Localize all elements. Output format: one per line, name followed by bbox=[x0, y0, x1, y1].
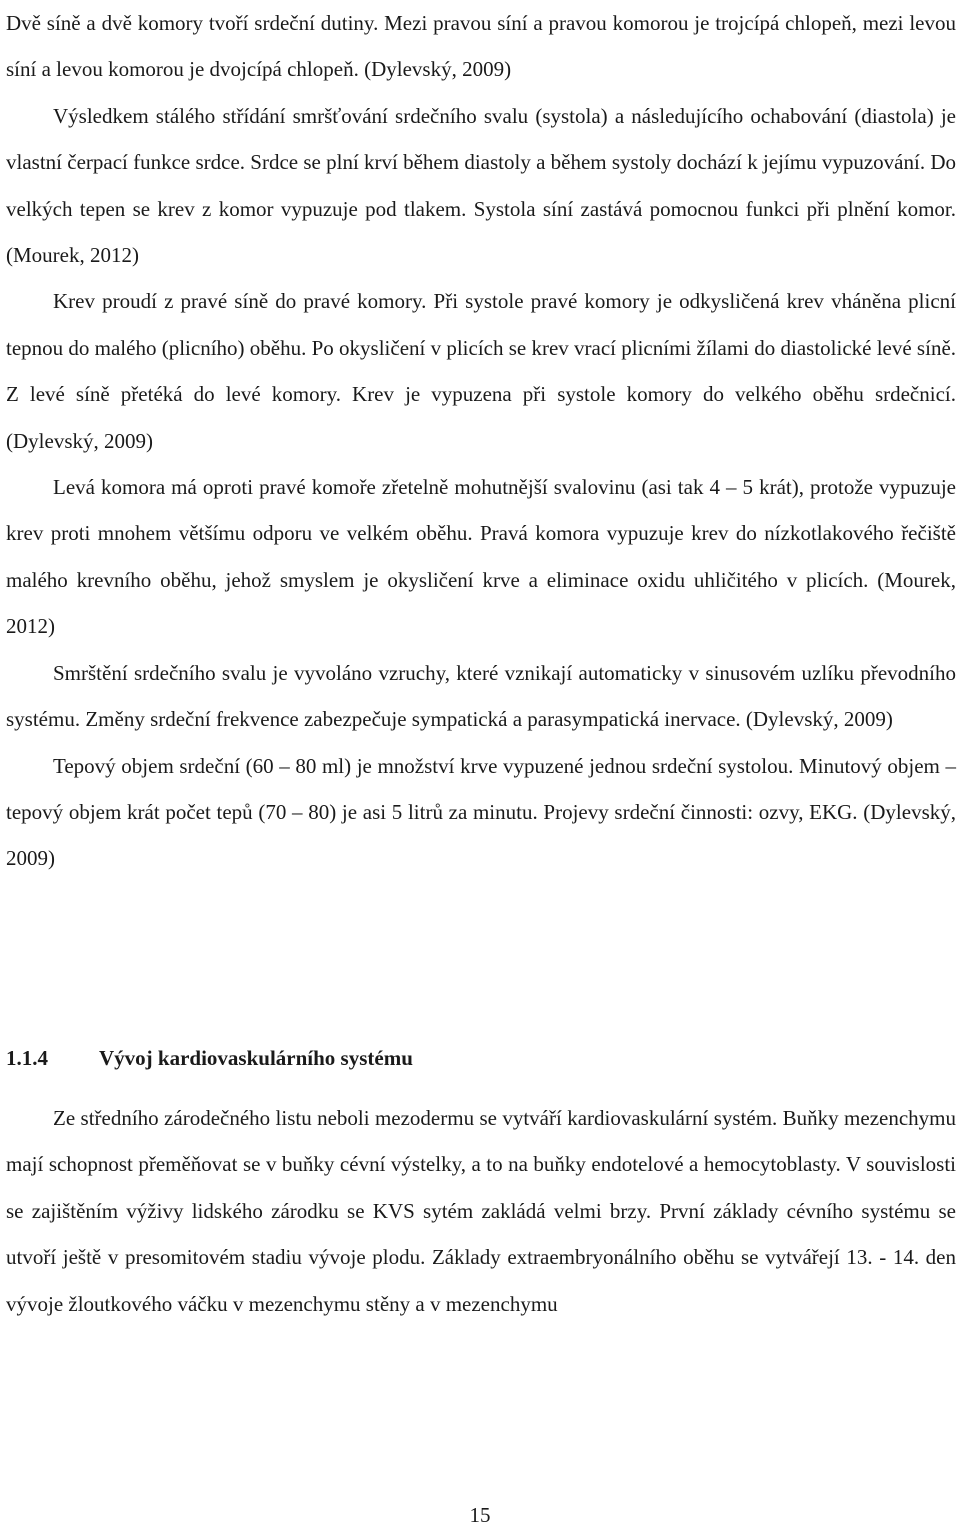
paragraph-left-ventricle: Levá komora má oproti pravé komoře zřetelně mohutnější svalovinu (asi tak 4 – 5 krát), protože vypuzuje krev proti mnohem většímu odporu ve velkém oběhu. Pravá komora vypuzuje krev do nízkotlakového řečiště malého krevního oběhu, jehož smyslem je okysličení krve a eliminace oxidu uhličitého v plicích. (Mourek, 2012) bbox=[6, 475, 956, 639]
page-number: 15 bbox=[469, 1503, 491, 1527]
paragraph-chambers: Dvě síně a dvě komory tvoří srdeční dutiny. Mezi pravou síní a pravou komorou je trojcípá chlopeň, mezi levou síní a levou komorou je dvojcípá chlopeň. (Dylevský, 2009) bbox=[6, 11, 956, 82]
section-title: Vývoj kardiovaskulárního systému bbox=[99, 1046, 413, 1070]
paragraph-pumping-function: Výsledkem stálého střídání smršťování srdečního svalu (systola) a následujícího ochabování (diastola) je vlastní čerpací funkce srdce. Srdce se plní krví během diastoly a během systoly dochází k jejímu vypuzování. Do velkých tepen se krev z komor vypuzuje pod tlakem. Systola síní zastává pomocnou funkci při plnění komor. (Mourek, 2012) bbox=[6, 103, 956, 268]
section-heading bbox=[6, 1040, 413, 1076]
paragraph-stroke-volume: Tepový objem srdeční (60 – 80 ml) je množství krve vypuzené jednou srdeční systolou. Minutový objem – tepový objem krát počet tepů (70 – 80) je asi 5 litrů za minutu. Projevy srdeční činnosti: ozvy, EKG. (Dylevský, 2009) bbox=[6, 753, 956, 871]
section-body-text bbox=[6, 1095, 956, 1327]
body-text bbox=[6, 0, 956, 882]
paragraph-blood-flow: Krev proudí z pravé síně do pravé komory. Při systole pravé komory je odkysličená krev vháněna plicní tepnou do malého (plicního) oběhu. Po okysličení v plicích se krev vrací plicními žílami do diastolické levé síně. Z levé síně přetéká do levé komory. Krev je vypuzena při systole komory do velkého oběhu srdečnicí. (Dylevský, 2009) bbox=[6, 289, 957, 453]
paragraph-development: Ze středního zárodečného listu neboli mezodermu se vytváří kardiovaskulární systém. Buňky mezenchymu mají schopnost přeměňovat se v buňky cévní výstelky, a to na buňky endotelové a hemocytoblasty. V souvislosti se zajištěním výživy lidského zárodku se KVS sytém zakládá velmi brzy. První základy cévního systému se utvoří ještě v presomitovém stadiu vývoje plodu. Základy extraembryonálního oběhu se vytvářejí 13. - 14. den vývoje žloutkového váčku v mezenchymu stěny a v mezenchymu bbox=[6, 1106, 956, 1316]
section-number: 1.1.4 bbox=[6, 1046, 48, 1070]
paragraph-contraction: Smrštění srdečního svalu je vyvoláno vzruchy, které vznikají automaticky v sinusovém uzlíku převodního systému. Změny srdeční frekvence zabezpečuje sympatická a parasympatická inervace. (Dylevský, 2009) bbox=[6, 660, 956, 732]
